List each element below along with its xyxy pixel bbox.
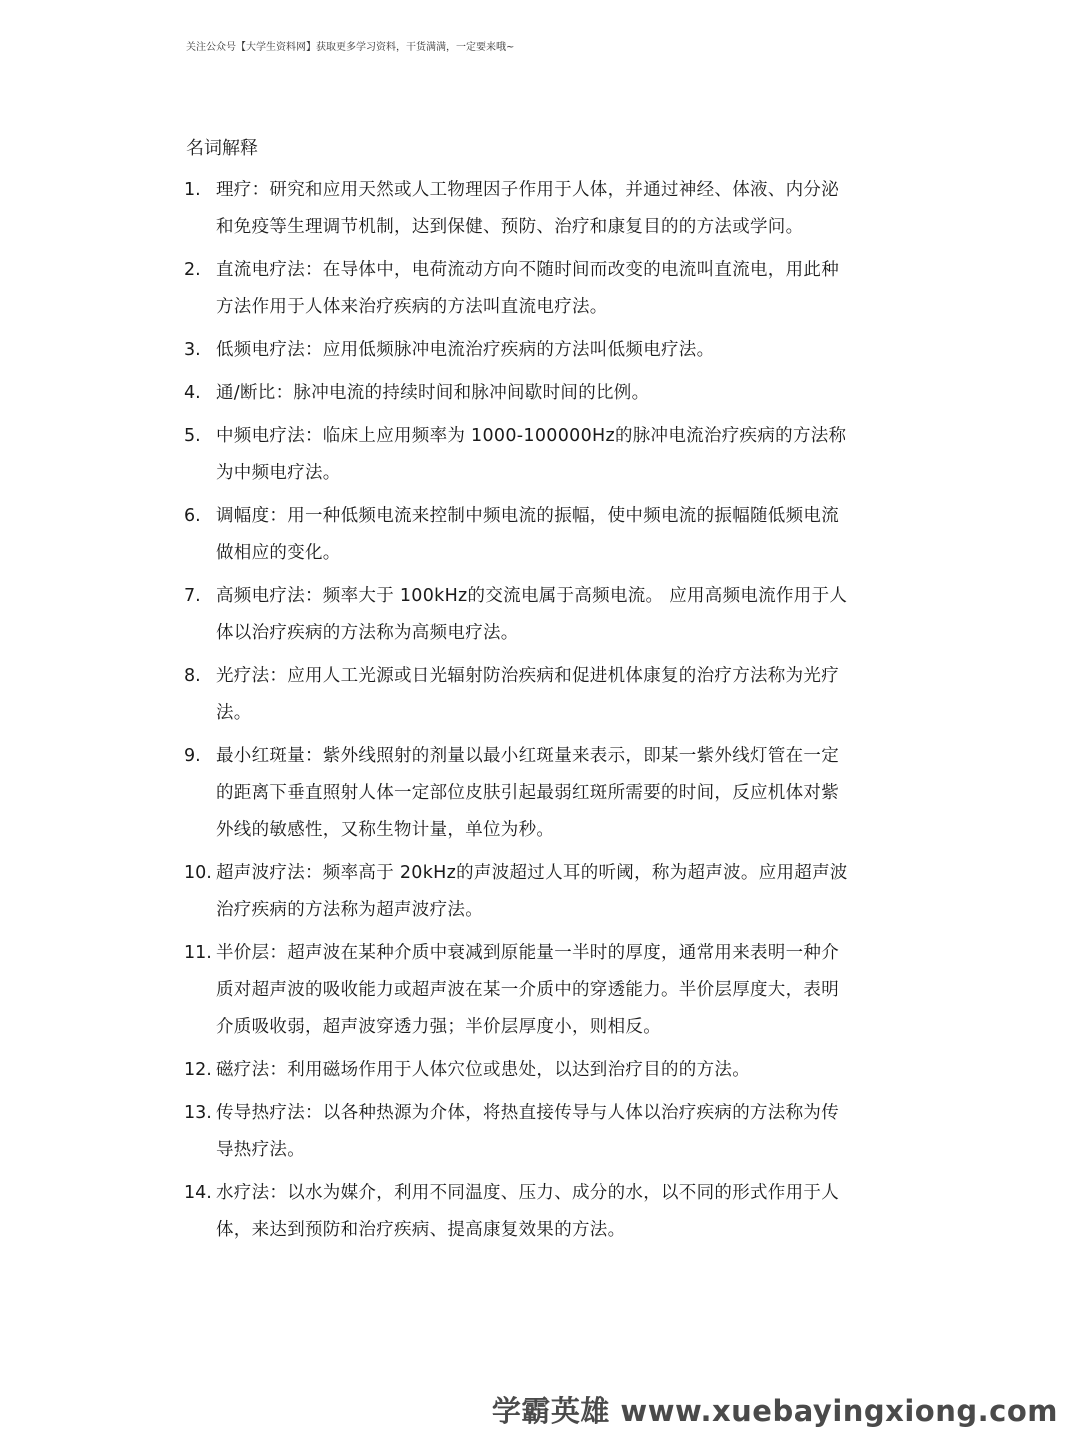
item-text: 中频电疗法：临床上应用频率为 1000-100000Hz的脉冲电流治疗疾病的方法称为中频电疗法。 bbox=[216, 426, 847, 483]
section-title: 名词解释 bbox=[186, 138, 258, 159]
item-number: 10. bbox=[184, 863, 212, 883]
list-item bbox=[184, 418, 884, 492]
item-number: 8. bbox=[184, 666, 201, 686]
list-item bbox=[184, 498, 884, 572]
item-number: 2. bbox=[184, 260, 201, 280]
item-text: 光疗法：应用人工光源或日光辐射防治疾病和促进机体康复的治疗方法称为光疗法。 bbox=[216, 666, 839, 723]
item-number: 7. bbox=[184, 586, 201, 606]
item-text: 调幅度：用一种低频电流来控制中频电流的振幅，使中频电流的振幅随低频电流做相应的变化。 bbox=[216, 506, 839, 563]
item-number: 6. bbox=[184, 506, 201, 526]
item-text: 直流电疗法：在导体中，电荷流动方向不随时间而改变的电流叫直流电，用此种方法作用于人体来治疗疾病的方法叫直流电疗法。 bbox=[216, 260, 839, 317]
item-number: 11. bbox=[184, 943, 212, 963]
item-text: 磁疗法：利用磁场作用于人体穴位或患处，以达到治疗目的的方法。 bbox=[216, 1060, 750, 1080]
item-text: 传导热疗法：以各种热源为介体，将热直接传导与人体以治疗疾病的方法称为传导热疗法。 bbox=[216, 1103, 839, 1160]
list-item bbox=[184, 1175, 884, 1249]
list-item bbox=[184, 1095, 884, 1169]
list-item bbox=[184, 578, 884, 652]
list-item bbox=[184, 375, 884, 412]
item-text: 低频电疗法：应用低频脉冲电流治疗疾病的方法叫低频电疗法。 bbox=[216, 340, 715, 360]
item-text: 最小红斑量：紫外线照射的剂量以最小红斑量来表示，即某一紫外线灯管在一定的距离下垂直照射人体一定部位皮肤引起最弱红斑所需要的时间，反应机体对紫外线的敏感性，又称生物计量，单位为秒。 bbox=[216, 746, 839, 840]
item-number: 13. bbox=[184, 1103, 212, 1123]
list-item bbox=[184, 172, 884, 246]
list-item bbox=[184, 658, 884, 732]
list-item bbox=[184, 252, 884, 326]
item-number: 3. bbox=[184, 340, 201, 360]
list-item bbox=[184, 935, 884, 1046]
item-number: 14. bbox=[184, 1183, 212, 1203]
item-number: 4. bbox=[184, 383, 201, 403]
item-text: 高频电疗法：频率大于 100kHz的交流电属于高频电流。 应用高频电流作用于人体以治疗疾病的方法称为高频电疗法。 bbox=[216, 586, 848, 643]
item-number: 5. bbox=[184, 426, 201, 446]
item-text: 半价层：超声波在某种介质中衰减到原能量一半时的厚度，通常用来表明一种介质对超声波的吸收能力或超声波在某一介质中的穿透能力。半价层厚度大，表明介质吸收弱，超声波穿透力强；半价层厚度小，则相反。 bbox=[216, 943, 839, 1037]
item-text: 通/断比：脉冲电流的持续时间和脉冲间歇时间的比例。 bbox=[216, 383, 650, 403]
definition-list bbox=[184, 172, 884, 1255]
site-watermark: 学霸英雄 www.xuebayingxiong.com bbox=[491, 1394, 1058, 1428]
item-text: 超声波疗法：频率高于 20kHz的声波超过人耳的听阈，称为超声波。应用超声波治疗疾病的方法称为超声波疗法。 bbox=[216, 863, 848, 920]
list-item bbox=[184, 332, 884, 369]
list-item bbox=[184, 1052, 884, 1089]
header-note: 关注公众号【大学生资料网】获取更多学习资料，干货满满，一定要来哦~ bbox=[186, 42, 515, 53]
item-text: 水疗法：以水为媒介，利用不同温度、压力、成分的水，以不同的形式作用于人体，来达到预防和治疗疾病、提高康复效果的方法。 bbox=[216, 1183, 839, 1240]
item-text: 理疗：研究和应用天然或人工物理因子作用于人体，并通过神经、体液、内分泌和免疫等生理调节机制，达到保健、预防、治疗和康复目的的方法或学问。 bbox=[216, 180, 839, 237]
item-number: 12. bbox=[184, 1060, 212, 1080]
list-item bbox=[184, 738, 884, 849]
item-number: 9. bbox=[184, 746, 201, 766]
item-number: 1. bbox=[184, 180, 201, 200]
list-item bbox=[184, 855, 884, 929]
